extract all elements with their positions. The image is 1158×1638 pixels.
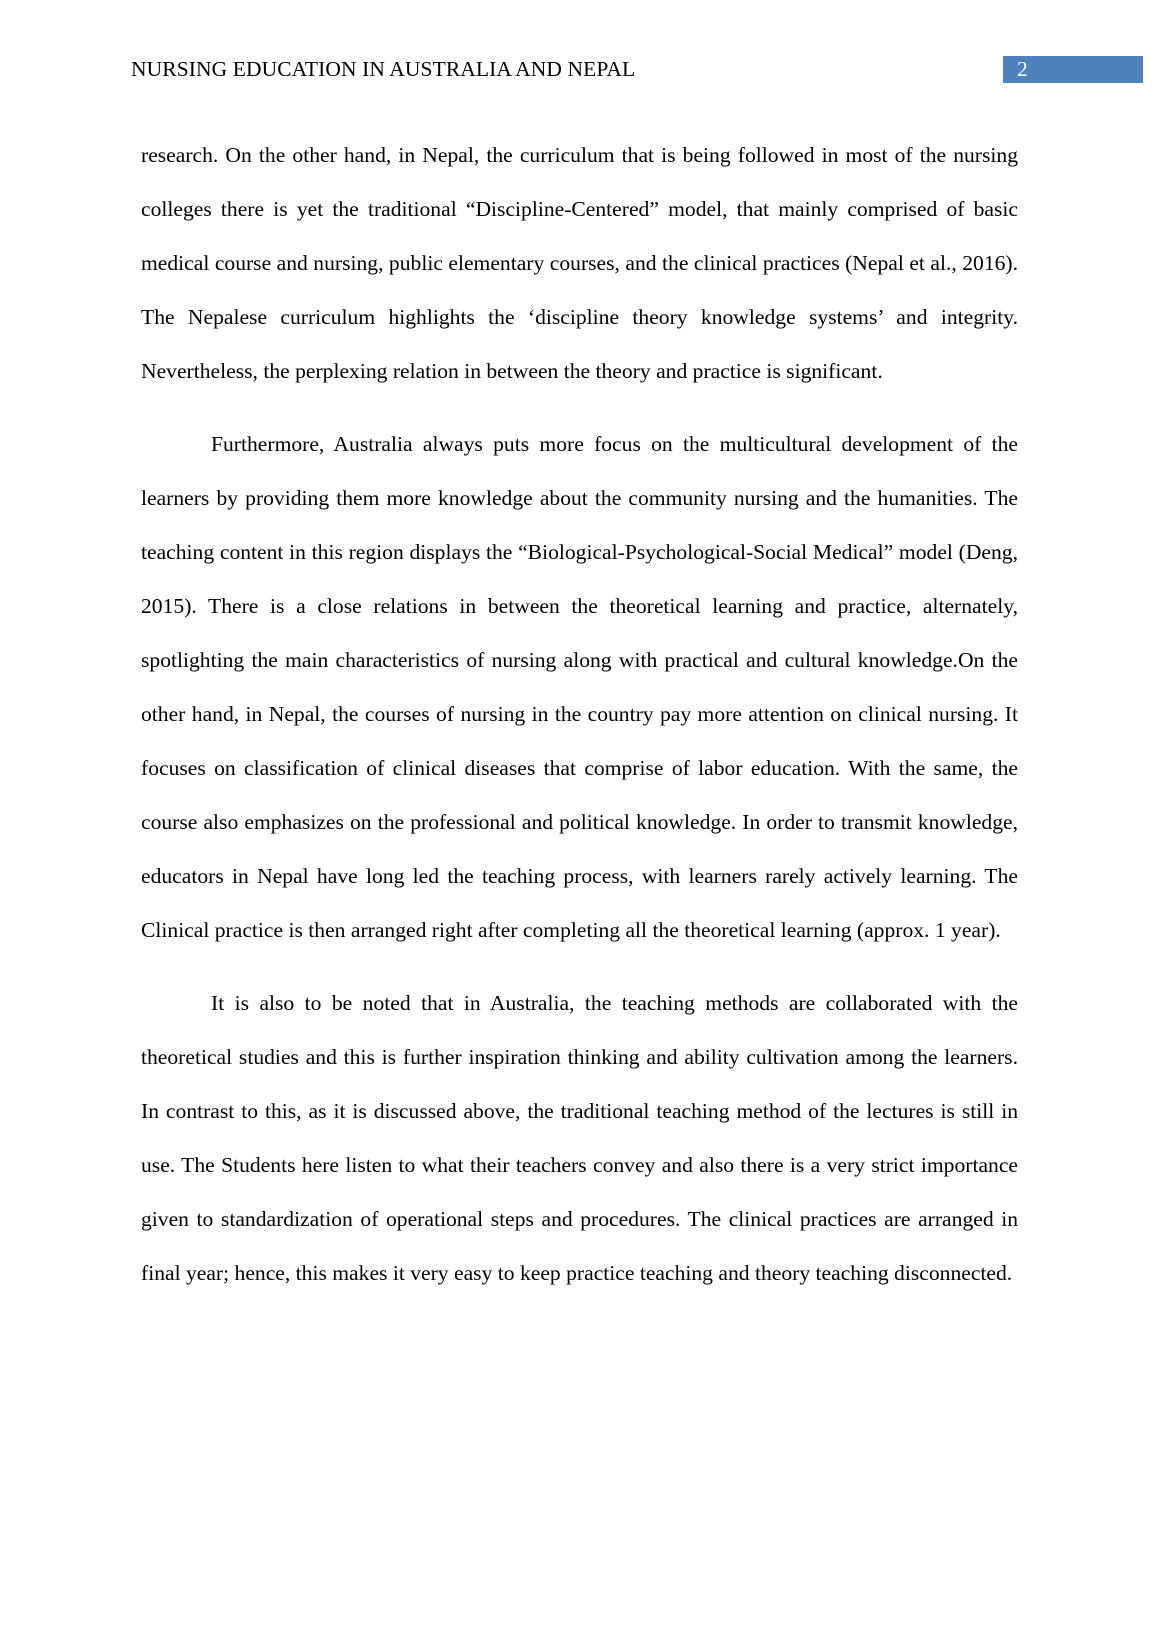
running-head-title: NURSING EDUCATION IN AUSTRALIA AND NEPAL: [131, 57, 636, 81]
paragraph-teaching-methods: It is also to be noted that in Australia, the teaching methods are collaborated with the theoretical studies and this is further inspiration thinking and ability cultivation among the learners. In contrast to this, as it is discussed above, the traditional teaching method of the lectures is still in use. The Students here listen to what their teachers convey and also there is a very strict importance given to standardization of operational steps and procedures. The clinical practices are arranged in final year; hence, this makes it very easy to keep practice teaching and theory teaching disconnected.: [141, 991, 1018, 1285]
document-body: [141, 128, 1018, 1300]
paragraph-multicultural-development: Furthermore, Australia always puts more focus on the multicultural development of the learners by providing them more knowledge about the community nursing and the humanities. The teaching content in this region displays the “Biological-Psychological-Social Medical” model (Deng, 2015). There is a close relations in between the theoretical learning and practice, alternately, spotlighting the main characteristics of nursing along with practical and cultural knowledge.On the other hand, in Nepal, the courses of nursing in the country pay more attention on clinical nursing. It focuses on classification of clinical diseases that comprise of labor education. With the same, the course also emphasizes on the professional and political knowledge. In order to transmit knowledge, educators in Nepal have long led the teaching process, with learners rarely actively learning. The Clinical practice is then arranged right after completing all the theoretical learning (approx. 1 year).: [141, 432, 1018, 942]
page-number: 2: [1017, 57, 1028, 81]
page-number-badge: [1003, 56, 1143, 83]
paragraph-continuation: research. On the other hand, in Nepal, the curriculum that is being followed in most of the nursing colleges there is yet the traditional “Discipline-Centered” model, that mainly comprised of basic medical course and nursing, public elementary courses, and the clinical practices (Nepal et al., 2016). The Nepalese curriculum highlights the ‘discipline theory knowledge systems’ and integrity. Nevertheless, the perplexing relation in between the theory and practice is significant.: [141, 143, 1018, 383]
page-header: [0, 0, 1158, 100]
